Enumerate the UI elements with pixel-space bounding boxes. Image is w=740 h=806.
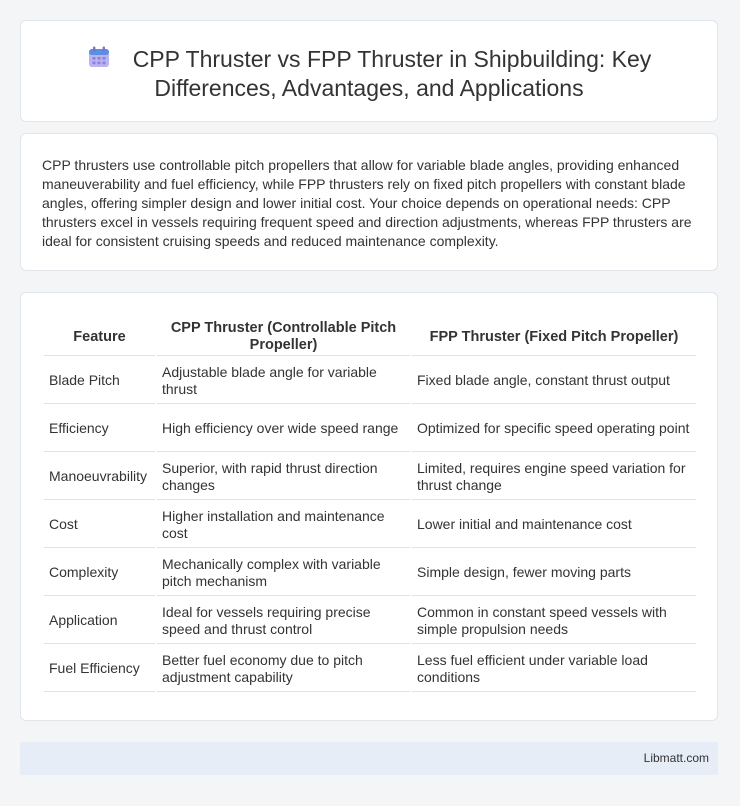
comparison-table: [42, 317, 698, 694]
page-title: [21, 45, 717, 103]
fpp-cell: Lower initial and maintenance cost: [412, 502, 696, 548]
table-row: [44, 502, 696, 548]
comparison-card: [20, 292, 718, 721]
title-line-1: CPP Thruster vs FPP Thruster in Shipbuilding: Key: [132, 46, 652, 72]
table-row: [44, 406, 696, 452]
table-row: [44, 646, 696, 692]
title-card: [20, 20, 718, 122]
cpp-cell: Ideal for vessels requiring precise speed and thrust control: [157, 598, 410, 644]
cpp-cell: High efficiency over wide speed range: [157, 406, 410, 452]
table-row: [44, 454, 696, 500]
fpp-cell: Common in constant speed vessels with simple propulsion needs: [412, 598, 696, 644]
header-feature: Feature: [44, 319, 155, 356]
header-cpp: CPP Thruster (Controllable Pitch Propeller): [157, 319, 410, 356]
feature-cell: Manoeuvrability: [44, 454, 155, 500]
cpp-cell: Better fuel economy due to pitch adjustment capability: [157, 646, 410, 692]
table-row: [44, 550, 696, 596]
title-line-2: Differences, Advantages, and Applications: [154, 75, 584, 101]
cpp-cell: Higher installation and maintenance cost: [157, 502, 410, 548]
cpp-cell: Superior, with rapid thrust direction changes: [157, 454, 410, 500]
feature-cell: Blade Pitch: [44, 358, 155, 404]
table-row: [44, 358, 696, 404]
feature-cell: Efficiency: [44, 406, 155, 452]
table-header-row: [44, 319, 696, 356]
cpp-cell: Mechanically complex with variable pitch mechanism: [157, 550, 410, 596]
summary-card: [20, 133, 718, 271]
summary-text: CPP thrusters use controllable pitch propellers that allow for variable blade angles, providing enhanced maneuverability and fuel efficiency, while FPP thrusters rely on fixed pitch propellers with constant blade angles, offering simpler design and lower initial cost. Your choice depends on operational needs: CPP thrusters excel in vessels requiring frequent speed and direction adjustments, whereas FPP thrusters are ideal for consistent cruising speeds and reduced maintenance complexity.: [42, 157, 692, 249]
fpp-cell: Limited, requires engine speed variation for thrust change: [412, 454, 696, 500]
table-row: [44, 598, 696, 644]
footer-bar: [20, 742, 718, 775]
calendar-icon: [87, 45, 111, 69]
feature-cell: Fuel Efficiency: [44, 646, 155, 692]
fpp-cell: Simple design, fewer moving parts: [412, 550, 696, 596]
fpp-cell: Less fuel efficient under variable load conditions: [412, 646, 696, 692]
feature-cell: Complexity: [44, 550, 155, 596]
cpp-cell: Adjustable blade angle for variable thrust: [157, 358, 410, 404]
footer-source[interactable]: Libmatt.com: [643, 751, 709, 765]
feature-cell: Application: [44, 598, 155, 644]
fpp-cell: Fixed blade angle, constant thrust output: [412, 358, 696, 404]
header-fpp: FPP Thruster (Fixed Pitch Propeller): [412, 319, 696, 356]
feature-cell: Cost: [44, 502, 155, 548]
fpp-cell: Optimized for specific speed operating point: [412, 406, 696, 452]
